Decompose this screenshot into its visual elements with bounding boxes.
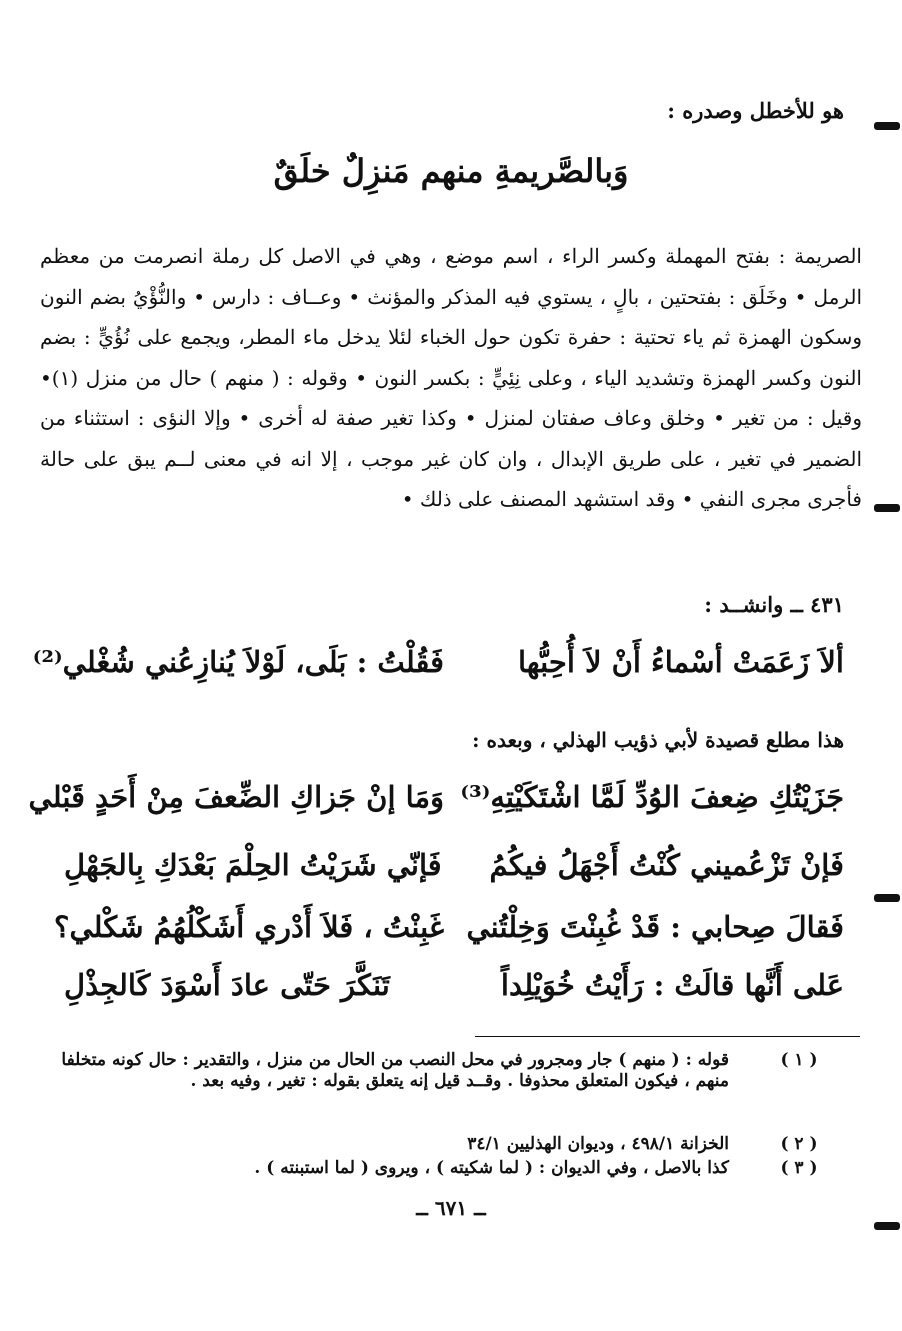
margin-mark bbox=[874, 504, 900, 512]
footnote-text: كذا بالاصل ، وفي الديوان : ( لما شكيته ) ، ويروى ( لما استبنته ) . bbox=[254, 1158, 729, 1178]
verse-first-hemistich: فَقالَ صِحابي : قَدْ غُبِنْتَ وَخِلْتُني bbox=[466, 910, 844, 944]
verse-main bbox=[32, 645, 844, 701]
footnote bbox=[44, 1050, 844, 1114]
footnote bbox=[44, 1134, 844, 1156]
poem-verse bbox=[28, 780, 844, 836]
poem-verse bbox=[64, 968, 844, 1024]
commentary-paragraph: الصريمة : بفتح المهملة وكسر الراء ، اسم موضع ، وهي في الاصل كل رملة انصرمت من معظم الرمل • وخَلَق : بفتحتين ، بالٍ ، يستوي فيه المذكر والمؤنث • وعــاف : دارس • والنُّؤْيُ بضم النون وسكون الهمزة ثم ياء تحتية : حفرة تكون حول الخباء لئلا يدخل ماء المطر، ويجمع على نُؤُيٍّ : بضم النون وكسر الهمزة وتشديد الياء ، وعلى نِئِيٍّ : بكسر النون • وقوله : ( منهم ) حال من منزل (١)• وقيل : من تغير • وخلق وعاف صفتان لمنزل • وكذا تغير صفة له أخرى • وإلا النؤى : استثناء من الضمير في تغير ، على طريق الإبدال ، وان كان غير موجب ، إلا انه في معنى لــم يبق على حالة فأجرى مجرى النفي • وقد استشهد المصنف على ذلك • bbox=[40, 244, 862, 511]
footnote-number: ( ٣ ) bbox=[780, 1158, 818, 1178]
verse-first-hemistich: جَزَيْتُكِ ضِعفَ الوُدِّ لَمَّا اشْتَكَيْتِهِ⁽³⁾ bbox=[460, 780, 844, 814]
verse-second-hemistich: تَنَكَّرَ حَتّى عادَ أَسْوَدَ كَالجِذْلِ bbox=[64, 968, 390, 1002]
section-heading: ٤٣١ ــ وانشــد : bbox=[704, 592, 844, 617]
verse-second-hemistich: فَقُلْتُ : بَلَى، لَوْلاَ يُنازِعُني شُغْلي⁽²⁾ bbox=[32, 645, 444, 679]
footnote-text: الخزانة ٤٩٨/١ ، وديوان الهذليين ٣٤/١ bbox=[467, 1134, 729, 1154]
verse-second-hemistich: وَمَا إنْ جَزاكِ الضِّعفَ مِنْ أَحَدٍ قَبْلي bbox=[28, 780, 444, 814]
footnote-number: ( ١ ) bbox=[780, 1050, 818, 1070]
verse-second-hemistich: فَإنّي شَرَيْتُ الحِلْمَ بَعْدَكِ بِالجَهْلِ bbox=[64, 848, 442, 882]
margin-mark bbox=[874, 122, 900, 130]
verse-first-hemistich: ألاَ زَعَمَتْ أسْماءُ أَنْ لاَ أُحِبُّها bbox=[517, 645, 844, 679]
verse-second-hemistich: غَبِنْتُ ، فَلاَ أَدْري أَشَكْلُهُمُ شَكْلي؟ bbox=[54, 910, 444, 944]
margin-mark bbox=[874, 894, 900, 902]
footnote-number: ( ٢ ) bbox=[780, 1134, 818, 1154]
footnote bbox=[44, 1158, 844, 1180]
poem-verse bbox=[54, 910, 844, 966]
poem-intro-line: هذا مطلع قصيدة لأبي ذؤيب الهذلي ، وبعده : bbox=[472, 728, 844, 752]
footnote-text: قوله : ( منهم ) جار ومجرور في محل النصب من الحال من منزل ، والتقدير : حال كونه متخلفا منهم ، فيكون المتعلق محذوفا . وقــد قيل إنه يتعلق بقوله : تغير ، وفيه بعد . bbox=[61, 1050, 729, 1091]
verse-first-hemistich: عَلى أَنَّها قالَتْ : رَأَيْتُ خُوَيْلِداً bbox=[500, 968, 844, 1002]
poem-verse bbox=[64, 848, 844, 904]
intro-line: هو للأخطل وصدره : bbox=[667, 98, 844, 123]
cited-hemistich: وَبالصَّريمةِ منهم مَنزِلٌ خلَقٌ bbox=[273, 152, 629, 190]
page-number: ــ ٦٧١ ــ bbox=[416, 1196, 486, 1220]
footnote-separator bbox=[475, 1036, 860, 1037]
verse-first-hemistich: فَإنْ تَزْعُميني كُنْتُ أَجْهَلُ فيكُمُ bbox=[489, 848, 844, 882]
margin-mark bbox=[874, 1222, 900, 1230]
